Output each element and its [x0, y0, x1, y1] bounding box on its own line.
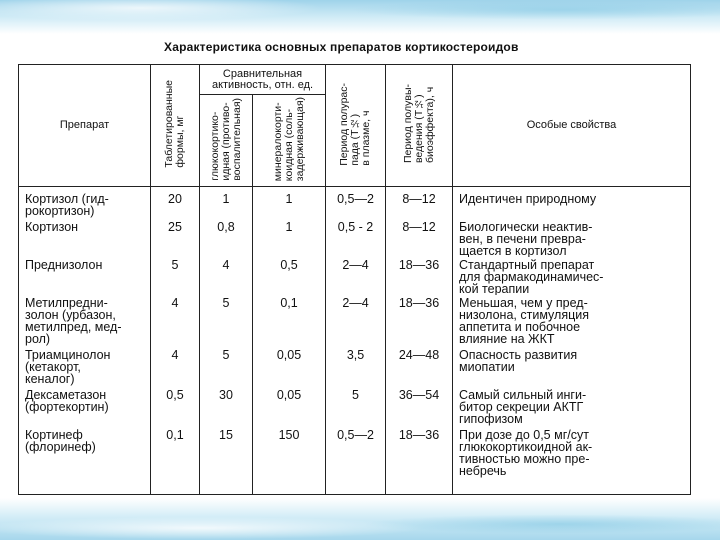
header-relative-activity-label: Сравнительная активность, отн. ед. — [211, 67, 314, 91]
header-half-life-plasma — [326, 65, 386, 187]
cell-mineral: 1 — [253, 219, 326, 257]
header-relative-activity — [200, 65, 326, 95]
cell-bio: 18—36 — [386, 427, 453, 495]
cell-drug: Дексаметазон (фортекортин) — [19, 387, 151, 427]
cell-bio: 18—36 — [386, 295, 453, 347]
table-row — [19, 295, 691, 347]
cell-bio: 24—48 — [386, 347, 453, 387]
table-row — [19, 219, 691, 257]
table-row — [19, 427, 691, 495]
cell-special: При дозе до 0,5 мг/сут глюкокортикоидной ак- тивностью можно пре- небречь — [453, 427, 691, 495]
cell-gluco: 1 — [200, 187, 253, 219]
cell-plasma: 0,5—2 — [326, 427, 386, 495]
header-half-life-plasma-label: Период полурас- пада (T½) в плазме, ч — [338, 82, 373, 166]
cell-plasma: 2—4 — [326, 257, 386, 295]
header-glucocorticoid — [200, 95, 253, 187]
page-title: Характеристика основных препаратов кортикостероидов — [164, 40, 519, 54]
cell-tablet: 5 — [151, 257, 200, 295]
cell-tablet: 0,1 — [151, 427, 200, 495]
cell-drug: Преднизолон — [19, 257, 151, 295]
bottom-decorative-band — [0, 498, 720, 540]
cell-mineral: 0,05 — [253, 387, 326, 427]
cell-mineral: 0,5 — [253, 257, 326, 295]
cell-bio: 18—36 — [386, 257, 453, 295]
cell-gluco: 0,8 — [200, 219, 253, 257]
header-glucocorticoid-label: глюкокортико- идная (противо- воспалительная) — [208, 97, 243, 181]
cell-gluco: 30 — [200, 387, 253, 427]
cell-drug: Триамцинолон (кетакорт, кеналог) — [19, 347, 151, 387]
cell-gluco: 5 — [200, 295, 253, 347]
header-half-life-bio-label: Период полувы- ведения (T½) биоэффекта), ч — [401, 84, 436, 164]
header-mineralocorticoid — [253, 95, 326, 187]
bottom-swirl — [0, 498, 720, 540]
cell-drug: Кортинеф (флоринеф) — [19, 427, 151, 495]
cell-tablet: 0,5 — [151, 387, 200, 427]
cell-gluco: 4 — [200, 257, 253, 295]
cell-special: Идентичен природному — [453, 187, 691, 219]
cell-special: Биологически неактив- вен, в печени превра- щается в кортизол — [453, 219, 691, 257]
cell-bio: 8—12 — [386, 219, 453, 257]
cell-tablet: 25 — [151, 219, 200, 257]
cell-special: Стандартный препарат для фармакодинамичес- кой терапии — [453, 257, 691, 295]
cell-gluco: 15 — [200, 427, 253, 495]
table-row — [19, 387, 691, 427]
cell-plasma: 2—4 — [326, 295, 386, 347]
cell-tablet: 4 — [151, 295, 200, 347]
cell-special: Самый сильный инги- битор секреции АКТГ гипофизом — [453, 387, 691, 427]
header-drug: Препарат — [19, 65, 151, 187]
cell-drug: Кортизон — [19, 219, 151, 257]
cell-plasma: 5 — [326, 387, 386, 427]
cell-tablet: 4 — [151, 347, 200, 387]
cell-drug: Кортизол (гид- рокортизон) — [19, 187, 151, 219]
cell-mineral: 1 — [253, 187, 326, 219]
header-mineralocorticoid-label: минералокорти- коидная (соль- задерживающая) — [271, 96, 306, 182]
cell-mineral: 0,05 — [253, 347, 326, 387]
table-row — [19, 187, 691, 219]
cell-plasma: 0,5—2 — [326, 187, 386, 219]
cell-gluco: 5 — [200, 347, 253, 387]
top-decorative-band — [0, 0, 720, 34]
cell-bio: 36—54 — [386, 387, 453, 427]
cell-bio: 8—12 — [386, 187, 453, 219]
header-half-life-bio — [386, 65, 453, 187]
table-row — [19, 257, 691, 295]
header-special: Особые свойства — [453, 65, 691, 187]
cell-plasma: 3,5 — [326, 347, 386, 387]
cell-tablet: 20 — [151, 187, 200, 219]
cell-plasma: 0,5 - 2 — [326, 219, 386, 257]
cell-mineral: 0,1 — [253, 295, 326, 347]
header-tablet — [151, 65, 200, 187]
corticosteroid-table — [18, 64, 691, 495]
header-tablet-label: Таблетированные формы, мг — [163, 80, 186, 168]
cell-special: Меньшая, чем у пред- низолона, стимуляция аппетита и побочное влияние на ЖКТ — [453, 295, 691, 347]
cell-drug: Метилпредни- золон (урбазон, метилпред, мед- рол) — [19, 295, 151, 347]
cell-special: Опасность развития миопатии — [453, 347, 691, 387]
top-swirl — [0, 0, 720, 34]
cell-mineral: 150 — [253, 427, 326, 495]
table-row — [19, 347, 691, 387]
